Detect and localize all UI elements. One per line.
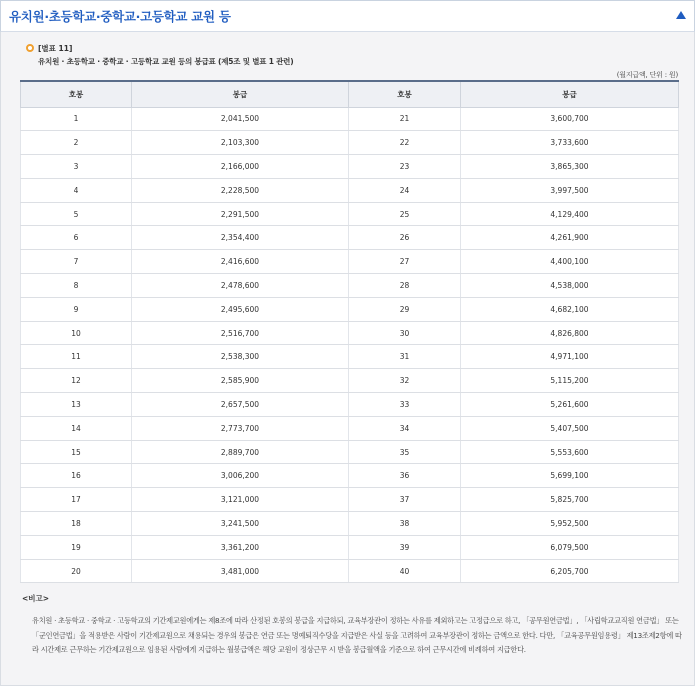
pay-cell: 2,585,900 (132, 369, 349, 393)
table-row (21, 107, 679, 131)
step-cell: 40 (349, 559, 461, 583)
annex-heading (23, 42, 293, 67)
table-row (21, 155, 679, 179)
table-header-row (21, 81, 679, 107)
header-pay: 봉급 (132, 81, 349, 107)
table-row (21, 178, 679, 202)
pay-cell: 3,865,300 (461, 155, 679, 179)
step-cell: 11 (21, 345, 132, 369)
pay-cell: 2,291,500 (132, 202, 349, 226)
step-cell: 16 (21, 464, 132, 488)
table-row (21, 274, 679, 298)
pay-cell: 2,773,700 (132, 416, 349, 440)
pay-cell: 2,041,500 (132, 107, 349, 131)
step-cell: 15 (21, 440, 132, 464)
table-row (21, 393, 679, 417)
step-cell: 19 (21, 535, 132, 559)
pay-cell: 5,952,500 (461, 512, 679, 536)
pay-cell: 3,241,500 (132, 512, 349, 536)
table-row (21, 297, 679, 321)
pay-cell: 4,261,900 (461, 226, 679, 250)
step-cell: 22 (349, 131, 461, 155)
step-cell: 30 (349, 321, 461, 345)
pay-cell: 2,478,600 (132, 274, 349, 298)
step-cell: 8 (21, 274, 132, 298)
pay-cell: 2,516,700 (132, 321, 349, 345)
table-row (21, 440, 679, 464)
step-cell: 4 (21, 178, 132, 202)
pay-cell: 3,733,600 (461, 131, 679, 155)
step-cell: 9 (21, 297, 132, 321)
pay-cell: 2,166,000 (132, 155, 349, 179)
step-cell: 1 (21, 107, 132, 131)
pay-cell: 3,600,700 (461, 107, 679, 131)
pay-cell: 2,495,600 (132, 297, 349, 321)
step-cell: 3 (21, 155, 132, 179)
pay-cell: 4,129,400 (461, 202, 679, 226)
collapse-toggle-icon[interactable] (676, 11, 686, 19)
step-cell: 2 (21, 131, 132, 155)
table-row (21, 250, 679, 274)
annex-subtitle: 유치원 · 초등학교 · 중학교 · 고등학교 교원 등의 봉급표 (제5조 및 별표 1 관련) (38, 57, 294, 66)
pay-cell: 2,103,300 (132, 131, 349, 155)
section-header[interactable] (0, 0, 695, 32)
step-cell: 27 (349, 250, 461, 274)
header-step: 호봉 (349, 81, 461, 107)
annex-label: [별표 11] (38, 43, 73, 53)
step-cell: 18 (21, 512, 132, 536)
pay-cell: 2,354,400 (132, 226, 349, 250)
step-cell: 39 (349, 535, 461, 559)
step-cell: 20 (21, 559, 132, 583)
pay-cell: 2,416,600 (132, 250, 349, 274)
pay-cell: 3,006,200 (132, 464, 349, 488)
table-row (21, 512, 679, 536)
pay-cell: 4,826,800 (461, 321, 679, 345)
pay-cell: 5,825,700 (461, 488, 679, 512)
table-row (21, 345, 679, 369)
step-cell: 38 (349, 512, 461, 536)
table-row (21, 131, 679, 155)
step-cell: 23 (349, 155, 461, 179)
step-cell: 37 (349, 488, 461, 512)
circle-bullet-icon (26, 44, 34, 52)
remarks-body: 유치원 · 초등학교 · 중학교 · 고등학교의 기간제교원에게는 제8조에 따라 산정된 호봉의 봉급을 지급하되, 교육부장관이 정하는 사유를 제외하고는 고정급으로 하고, 「공무원연금법」, 「사립학교교직원 연금법」 또는 「군인연금법」을 적용받은 사람이 기간제교원으로 채용되는 경우의 봉급은 연금 또는 명예퇴직수당을 지급받은 사실 등을 고려하여 교육부장관이 정하는 금액으로 한다. 다만, 「교육공무원임용령」 제13조제2항에 따라 시간제로 근무하는 기간제교원으로 임용된 사람에게 지급하는 월봉급액은 해당 교원이 정상근무 시 받을 봉급월액을 기준으로 하여 근무시간에 비례하여 지급한다. (32, 616, 682, 654)
pay-cell: 4,971,100 (461, 345, 679, 369)
pay-cell: 4,682,100 (461, 297, 679, 321)
pay-cell: 3,997,500 (461, 178, 679, 202)
remarks-title: <비고> (22, 594, 50, 603)
step-cell: 32 (349, 369, 461, 393)
step-cell: 12 (21, 369, 132, 393)
pay-cell: 2,228,500 (132, 178, 349, 202)
step-cell: 7 (21, 250, 132, 274)
salary-table (20, 80, 679, 583)
table-row (21, 202, 679, 226)
pay-cell: 4,400,100 (461, 250, 679, 274)
table-row (21, 226, 679, 250)
pay-cell: 2,889,700 (132, 440, 349, 464)
pay-cell: 5,115,200 (461, 369, 679, 393)
table-row (21, 369, 679, 393)
header-step: 호봉 (21, 81, 132, 107)
step-cell: 34 (349, 416, 461, 440)
pay-cell: 5,699,100 (461, 464, 679, 488)
pay-cell: 3,481,000 (132, 559, 349, 583)
step-cell: 14 (21, 416, 132, 440)
step-cell: 13 (21, 393, 132, 417)
step-cell: 29 (349, 297, 461, 321)
header-pay: 봉급 (461, 81, 679, 107)
pay-cell: 2,657,500 (132, 393, 349, 417)
content-panel (0, 32, 695, 686)
step-cell: 5 (21, 202, 132, 226)
pay-cell: 6,079,500 (461, 535, 679, 559)
pay-cell: 3,361,200 (132, 535, 349, 559)
unit-note: (월지급액, 단위 : 원) (616, 71, 678, 79)
pay-cell: 5,261,600 (461, 393, 679, 417)
table-row (21, 464, 679, 488)
pay-cell: 5,407,500 (461, 416, 679, 440)
step-cell: 28 (349, 274, 461, 298)
table-row (21, 416, 679, 440)
pay-cell: 6,205,700 (461, 559, 679, 583)
table-row (21, 321, 679, 345)
step-cell: 24 (349, 178, 461, 202)
step-cell: 33 (349, 393, 461, 417)
pay-cell: 5,553,600 (461, 440, 679, 464)
section-title: 유치원·초등학교·중학교·고등학교 교원 등 (9, 9, 231, 24)
pay-cell: 3,121,000 (132, 488, 349, 512)
pay-cell: 4,538,000 (461, 274, 679, 298)
step-cell: 35 (349, 440, 461, 464)
table-row (21, 559, 679, 583)
step-cell: 21 (349, 107, 461, 131)
table-row (21, 535, 679, 559)
step-cell: 6 (21, 226, 132, 250)
step-cell: 36 (349, 464, 461, 488)
step-cell: 25 (349, 202, 461, 226)
step-cell: 10 (21, 321, 132, 345)
pay-cell: 2,538,300 (132, 345, 349, 369)
step-cell: 26 (349, 226, 461, 250)
step-cell: 31 (349, 345, 461, 369)
step-cell: 17 (21, 488, 132, 512)
table-row (21, 488, 679, 512)
